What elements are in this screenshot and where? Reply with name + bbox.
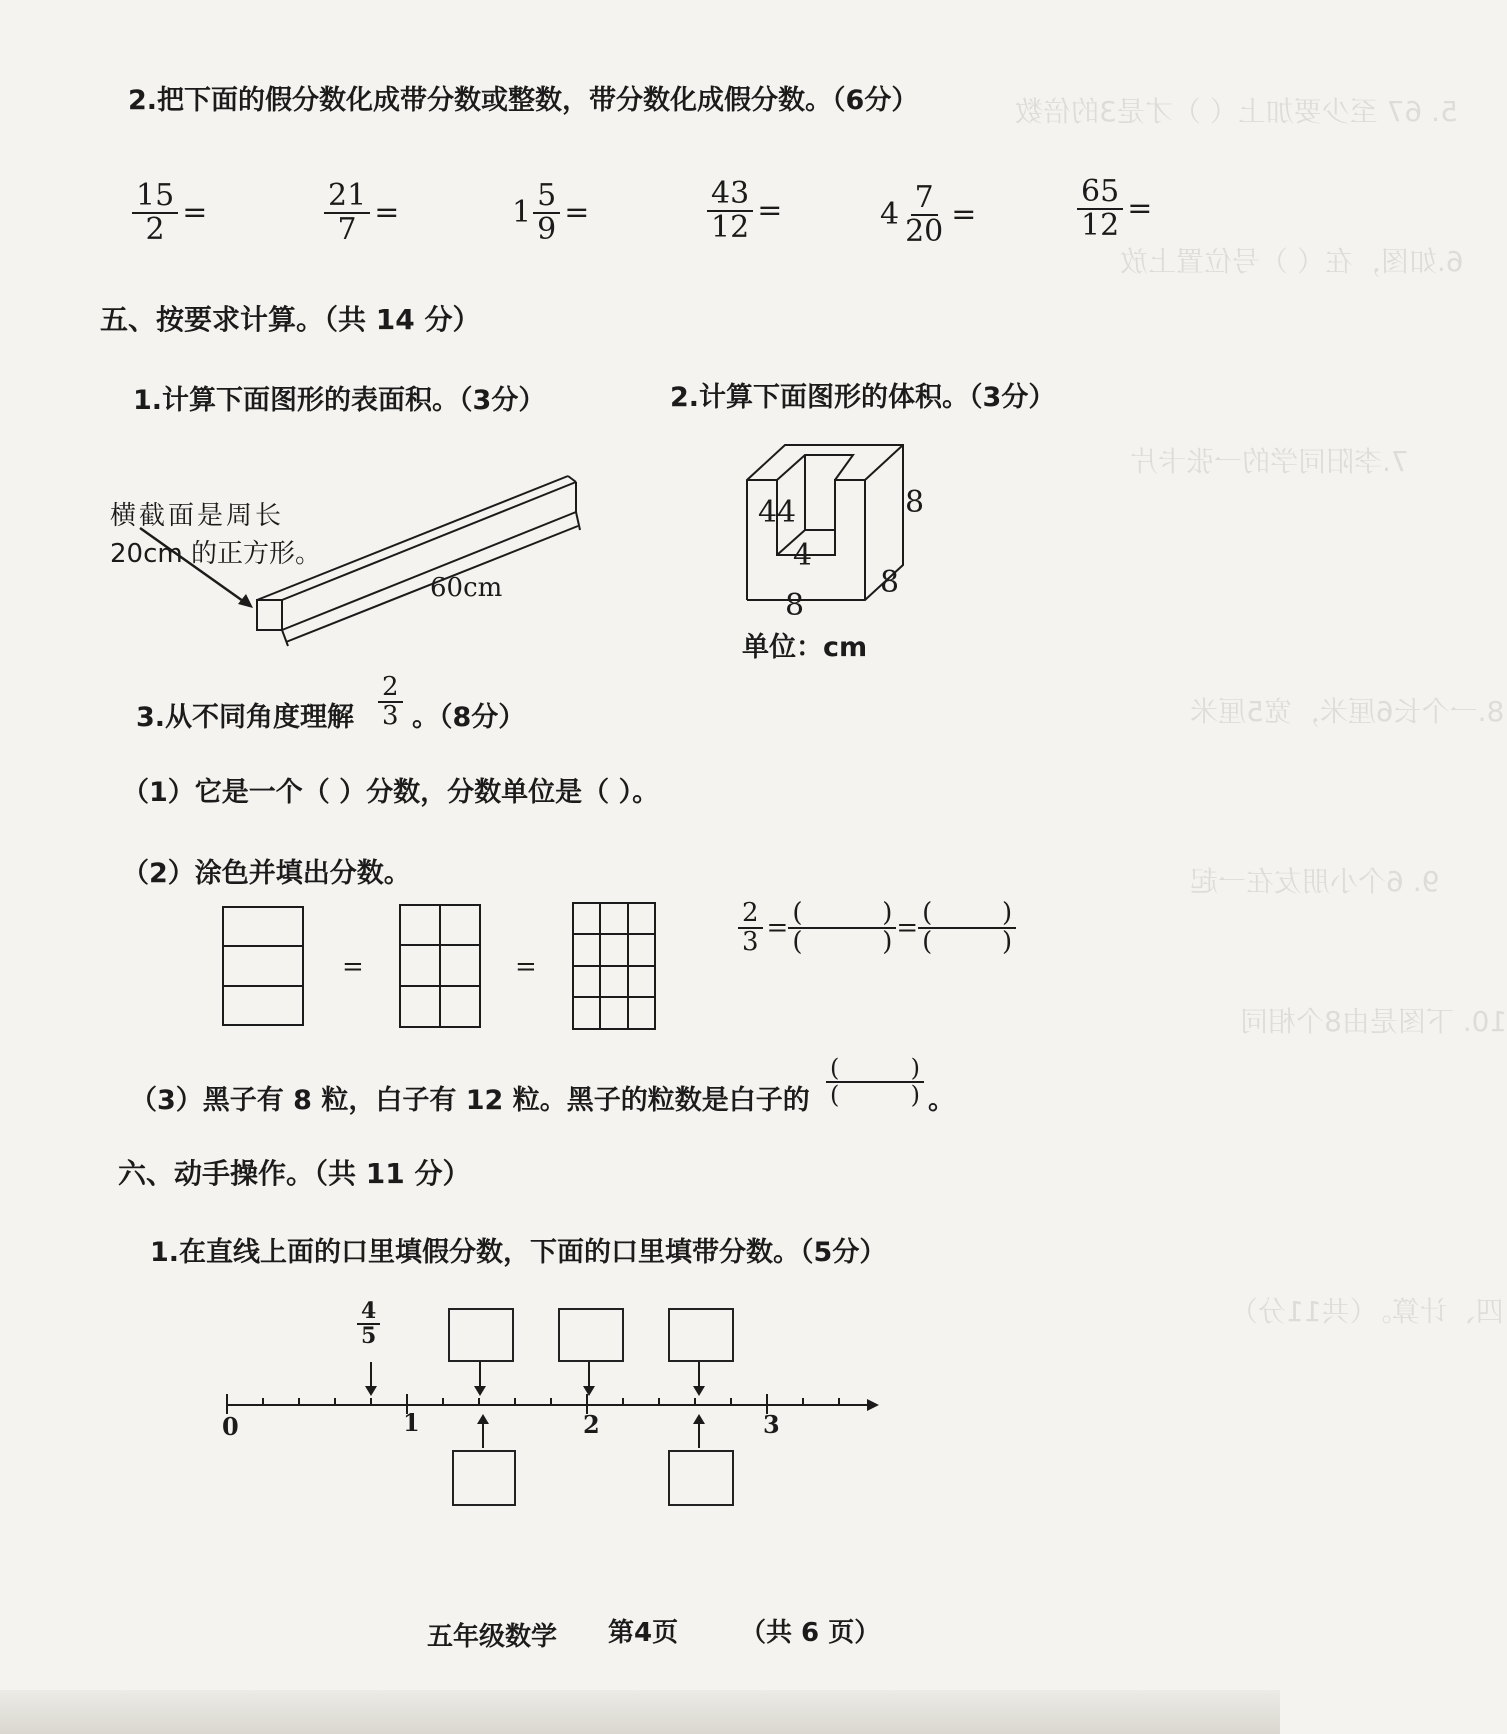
subquestion: （1）它是一个（ ）分数，分数单位是（ ）。	[122, 777, 660, 808]
question-title: 1.计算下面图形的表面积。（3分）	[133, 385, 546, 416]
question-title: 2.把下面的假分数化成带分数或整数，带分数化成假分数。（6分）	[128, 85, 919, 116]
number-line	[215, 1290, 895, 1530]
fraction-item: $\frac{21}{7}$ =	[322, 180, 399, 245]
fraction-two-thirds: 2 3	[378, 674, 403, 731]
footer-page: 第4页	[608, 1618, 679, 1648]
page-edge	[0, 1690, 1280, 1734]
fraction-item: $\frac{65}{12}$ =	[1075, 176, 1152, 241]
question-title: 1.在直线上面的口里填假分数，下面的口里填带分数。（5分）	[150, 1237, 887, 1268]
bleed-text: 7.李阳同学的一张卡片	[1130, 445, 1409, 478]
fraction-chain: $\frac{2}{3}$ = ( ) ( ) = ( ) ( )	[738, 900, 1012, 957]
solid-label: 8	[785, 588, 805, 623]
subquestion: （3）黑子有 8 粒，白子有 12 粒。黑子的粒数是白子的	[130, 1085, 810, 1116]
bleed-text: 9. 6个小朋友在一起	[1190, 865, 1440, 898]
solid-label: 8	[905, 485, 925, 520]
bleed-text: 6.如图，在（ ）号位置上放	[1120, 245, 1464, 278]
section-title: 五、按要求计算。（共 14 分）	[100, 303, 481, 336]
prism-note: 20cm 的正方形。	[110, 539, 321, 569]
answer-box-above[interactable]	[448, 1308, 514, 1362]
bleed-text: 8.一个长6厘米，宽5厘米	[1190, 695, 1505, 728]
given-fraction: 4 5	[357, 1300, 380, 1348]
footer-subject: 五年级数学	[427, 1622, 558, 1652]
prism-length-label: 60cm	[430, 573, 503, 603]
answer-box-above[interactable]	[668, 1308, 734, 1362]
footer-total: （共 6 页）	[740, 1618, 881, 1648]
solid-label: 4	[793, 538, 813, 573]
equals-sign: =	[342, 952, 364, 982]
section-title: 六、动手操作。（共 11 分）	[118, 1157, 471, 1190]
fraction-item: 4 $\frac{7}{20}$ =	[880, 180, 977, 249]
subquestion: （2）涂色并填出分数。	[122, 858, 411, 889]
answer-box-above[interactable]	[558, 1308, 624, 1362]
fraction-item: $\frac{43}{12}$ =	[705, 178, 782, 243]
equals-sign: =	[515, 952, 537, 982]
solid-label: 8	[880, 565, 900, 600]
answer-box-below[interactable]	[452, 1450, 516, 1506]
question-points: 。（8分）	[412, 702, 526, 733]
tick-label: 2	[583, 1410, 600, 1439]
answer-blank[interactable]: ( ) ( )	[830, 1056, 920, 1108]
fraction-grids	[215, 900, 660, 1030]
bleed-text: 四、计算。（共11分）	[1230, 1295, 1504, 1328]
answer-blank[interactable]: ( ) ( )	[792, 900, 892, 957]
question-title: 3.从不同角度理解	[136, 702, 355, 733]
sentence-end: 。	[928, 1085, 955, 1116]
answer-box-below[interactable]	[668, 1450, 734, 1506]
tick-label: 3	[763, 1410, 780, 1439]
tick-label: 0	[222, 1412, 239, 1441]
fraction-item: $\frac{15}{2}$ =	[130, 180, 207, 245]
solid-label: 4	[777, 495, 797, 530]
fraction-item: 1 $\frac{5}{9}$ =	[512, 178, 590, 247]
prism-note: 横截面是周长	[110, 501, 285, 531]
solid-label: 4	[758, 495, 778, 530]
bleed-text: 10. 下图是由8个相同	[1240, 1005, 1507, 1038]
bleed-text: 5. 67 至少要加上（ ）才是3的倍数	[1015, 95, 1458, 128]
question-title: 2.计算下面图形的体积。（3分）	[670, 382, 1056, 413]
unit-label: 单位：cm	[742, 632, 868, 663]
tick-label: 1	[403, 1408, 420, 1437]
answer-blank[interactable]: ( ) ( )	[922, 900, 1012, 957]
